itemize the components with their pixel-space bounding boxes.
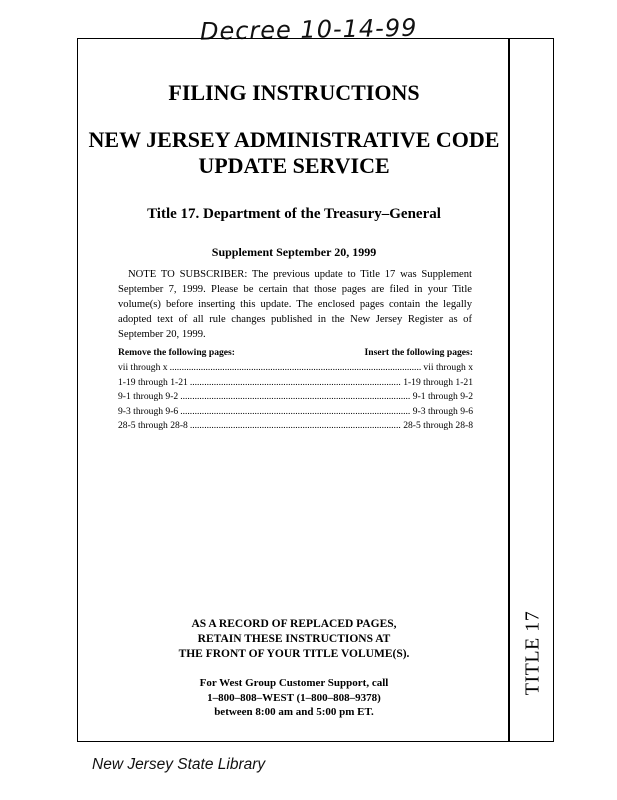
- record-line2: RETAIN THESE INSTRUCTIONS AT: [197, 633, 391, 645]
- remove-pages: 1-19 through 1-21: [118, 376, 188, 388]
- table-row: [118, 391, 473, 406]
- tab-divider: [508, 38, 510, 742]
- leader-dots: [180, 406, 411, 417]
- tab-label: TITLE 17: [521, 610, 544, 695]
- table-header: [118, 347, 473, 362]
- remove-pages: vii through x: [118, 362, 168, 373]
- record-instructions: [80, 617, 508, 662]
- table-row: [118, 377, 473, 392]
- support-hours: between 8:00 am and 5:00 pm ET.: [214, 706, 374, 718]
- code-title-line2: UPDATE SERVICE: [198, 153, 390, 178]
- customer-support: [80, 676, 508, 720]
- leader-dots: [190, 377, 401, 388]
- table-row: [118, 406, 473, 421]
- insert-pages: 1-19 through 1-21: [403, 376, 473, 388]
- library-stamp: New Jersey State Library: [92, 756, 266, 773]
- department-heading: Title 17. Department of the Treasury–General: [147, 206, 441, 222]
- insert-pages: 9-3 through 9-6: [412, 405, 473, 417]
- record-line1: AS A RECORD OF REPLACED PAGES,: [191, 618, 397, 630]
- table-row: [118, 362, 473, 377]
- handwritten-note: Decree 10-14-99: [199, 13, 418, 46]
- insert-pages: 28-5 through 28-8: [403, 420, 473, 431]
- support-line1: For West Group Customer Support, call: [199, 677, 389, 689]
- supplement-date: Supplement September 20, 1999: [211, 245, 377, 259]
- leader-dots: [180, 391, 411, 402]
- record-line3: THE FRONT OF YOUR TITLE VOLUME(S).: [178, 648, 410, 660]
- page-title: FILING INSTRUCTIONS: [168, 80, 420, 105]
- pages-table: [118, 347, 473, 435]
- insert-pages: vii through x: [423, 362, 473, 373]
- remove-pages: 9-3 through 9-6: [118, 405, 179, 417]
- leader-dots: [190, 420, 401, 431]
- title-tab: [518, 605, 548, 700]
- support-phone: 1–800–808–WEST (1–800–808–9378): [207, 691, 381, 704]
- table-row: [118, 420, 473, 435]
- remove-pages: 28-5 through 28-8: [118, 420, 188, 431]
- subscriber-note: NOTE TO SUBSCRIBER: The previous update to Title 17 was Supplement September 7, 1999. Please be certain that those pages are filed in your Title volume(s) before inserting this update. The enclosed pages contain the legally adopted text of all rule changes published in the New Jersey Register as of September 20, 1999.: [118, 269, 472, 340]
- remove-header: Remove the following pages:: [118, 347, 235, 358]
- remove-pages: 9-1 through 9-2: [118, 391, 179, 402]
- leader-dots: [170, 362, 422, 373]
- insert-pages: 9-1 through 9-2: [412, 391, 473, 402]
- insert-header: Insert the following pages:: [364, 347, 473, 358]
- code-title-line1: NEW JERSEY ADMINISTRATIVE CODE: [88, 127, 500, 152]
- code-title: [80, 127, 508, 179]
